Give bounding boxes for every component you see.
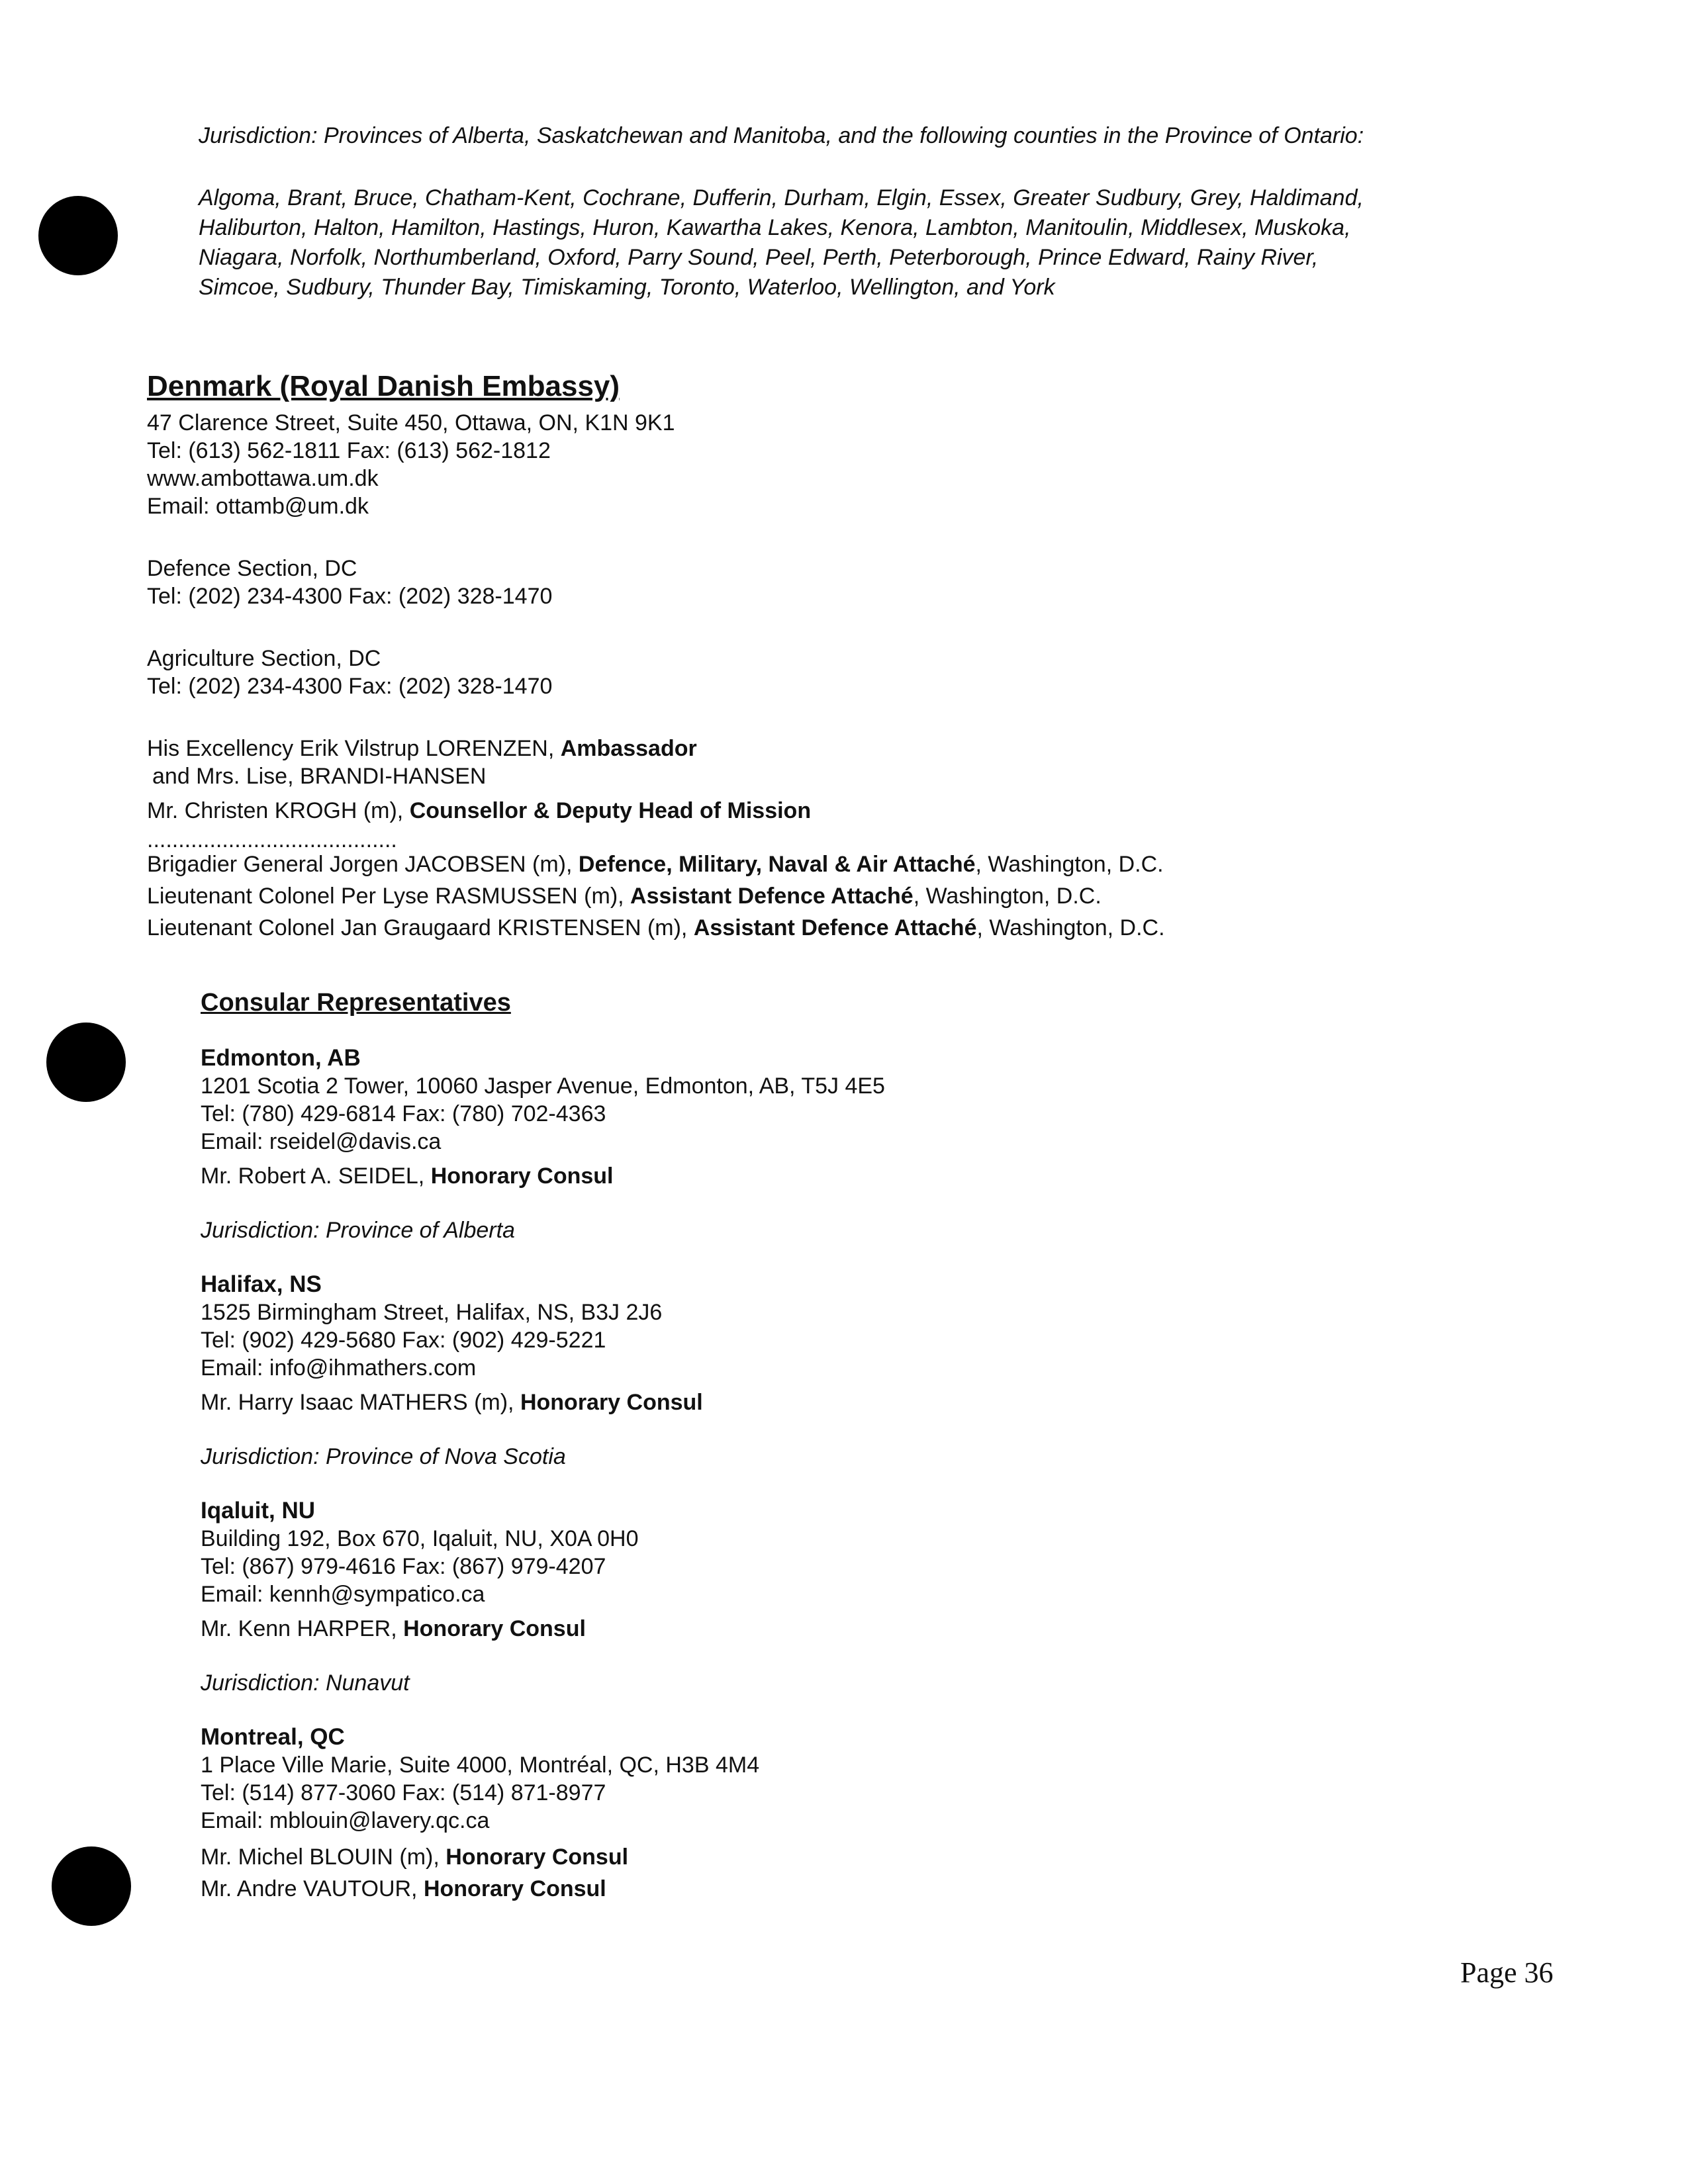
office-city: Halifax, NS bbox=[201, 1271, 322, 1297]
counties-line: Haliburton, Halton, Hamilton, Hastings, Huron, Kawartha Lakes, Kenora, Lambton, Manitoulin, Middlesex, Muskoka, bbox=[199, 215, 1351, 240]
ambassador-line: His Excellency Erik Vilstrup LORENZEN, Ambassador bbox=[147, 736, 697, 761]
counties-line: Niagara, Norfolk, Northumberland, Oxford, Parry Sound, Peel, Perth, Peterborough, Prince Edward, Rainy River, bbox=[199, 245, 1319, 270]
consular-office bbox=[201, 1271, 1458, 1497]
counties-line: Algoma, Brant, Bruce, Chatham-Kent, Cochrane, Dufferin, Durham, Elgin, Essex, Greater Sudbury, Grey, Haldimand, bbox=[199, 185, 1364, 210]
office-representative: Mr. Michel BLOUIN (m), Honorary Consul bbox=[201, 1844, 629, 1870]
office-phone: Tel: (514) 877-3060 Fax: (514) 871-8977 bbox=[201, 1780, 606, 1805]
office-representative: Mr. Andre VAUTOUR, Honorary Consul bbox=[201, 1876, 606, 1901]
office-jurisdiction: Jurisdiction: Province of Alberta bbox=[201, 1218, 515, 1243]
agriculture-section-phone: Tel: (202) 234-4300 Fax: (202) 328-1470 bbox=[147, 674, 553, 699]
attache-line: Lieutenant Colonel Per Lyse RASMUSSEN (m), Assistant Defence Attaché, Washington, D.C. bbox=[147, 884, 1102, 909]
office-representative: Mr. Robert A. SEIDEL, Honorary Consul bbox=[201, 1163, 614, 1189]
office-representative: Mr. Kenn HARPER, Honorary Consul bbox=[201, 1616, 586, 1641]
punch-hole-middle bbox=[46, 1023, 126, 1102]
office-representative: Mr. Harry Isaac MATHERS (m), Honorary Consul bbox=[201, 1390, 703, 1415]
top-jurisdiction: Jurisdiction: Provinces of Alberta, Saskatchewan and Manitoba, and the following counties in the Province of Ontario: bbox=[199, 123, 1364, 148]
office-phone: Tel: (902) 429-5680 Fax: (902) 429-5221 bbox=[201, 1328, 606, 1353]
attache-line: Brigadier General Jorgen JACOBSEN (m), Defence, Military, Naval & Air Attaché, Washington, D.C. bbox=[147, 852, 1164, 877]
office-email: Email: kennh@sympatico.ca bbox=[201, 1582, 485, 1607]
attache-line: Lieutenant Colonel Jan Graugaard KRISTENSEN (m), Assistant Defence Attaché, Washington, D.C. bbox=[147, 915, 1165, 940]
consular-office bbox=[201, 1044, 1458, 1271]
counsellor-title: Counsellor & Deputy Head of Mission bbox=[409, 798, 812, 823]
defence-section-phone: Tel: (202) 234-4300 Fax: (202) 328-1470 bbox=[147, 584, 553, 609]
counties-line: Simcoe, Sudbury, Thunder Bay, Timiskaming, Toronto, Waterloo, Wellington, and York bbox=[199, 275, 1055, 300]
office-jurisdiction: Jurisdiction: Province of Nova Scotia bbox=[201, 1444, 566, 1469]
punch-hole-bottom bbox=[52, 1846, 131, 1926]
office-email: Email: info@ihmathers.com bbox=[201, 1355, 477, 1381]
embassy-email: Email: ottamb@um.dk bbox=[147, 494, 369, 519]
consular-heading: Consular Representatives bbox=[201, 989, 511, 1017]
ambassador-title: Ambassador bbox=[560, 736, 697, 761]
defence-section-label: Defence Section, DC bbox=[147, 556, 357, 581]
spouse-line: and Mrs. Lise, BRANDI-HANSEN bbox=[152, 764, 487, 789]
agriculture-section-label: Agriculture Section, DC bbox=[147, 646, 381, 671]
punch-hole-top bbox=[38, 196, 118, 275]
embassy-address: 47 Clarence Street, Suite 450, Ottawa, ON, K1N 9K1 bbox=[147, 410, 675, 435]
embassy-heading: Denmark (Royal Danish Embassy) bbox=[147, 370, 620, 402]
consular-office bbox=[201, 1497, 1458, 1723]
office-jurisdiction: Jurisdiction: Nunavut bbox=[201, 1670, 410, 1696]
consular-office bbox=[201, 1723, 1458, 1905]
office-phone: Tel: (780) 429-6814 Fax: (780) 702-4363 bbox=[201, 1101, 606, 1126]
office-address: Building 192, Box 670, Iqaluit, NU, X0A 0H0 bbox=[201, 1526, 639, 1551]
office-city: Iqaluit, NU bbox=[201, 1498, 316, 1524]
embassy-phone: Tel: (613) 562-1811 Fax: (613) 562-1812 bbox=[147, 438, 551, 463]
office-address: 1201 Scotia 2 Tower, 10060 Jasper Avenue, Edmonton, AB, T5J 4E5 bbox=[201, 1073, 885, 1099]
office-city: Montreal, QC bbox=[201, 1724, 345, 1750]
office-city: Edmonton, AB bbox=[201, 1045, 361, 1071]
embassy-website: www.ambottawa.um.dk bbox=[147, 466, 379, 491]
consular-section bbox=[201, 987, 1458, 1905]
separator-dots: ........................................ bbox=[147, 827, 397, 852]
embassy-section bbox=[147, 369, 1471, 944]
office-address: 1 Place Ville Marie, Suite 4000, Montréal, QC, H3B 4M4 bbox=[201, 1752, 760, 1778]
office-address: 1525 Birmingham Street, Halifax, NS, B3J 2J6 bbox=[201, 1300, 663, 1325]
counties-list bbox=[199, 183, 1496, 302]
office-email: Email: mblouin@lavery.qc.ca bbox=[201, 1808, 490, 1833]
office-phone: Tel: (867) 979-4616 Fax: (867) 979-4207 bbox=[201, 1554, 606, 1579]
page-number: Page 36 bbox=[1460, 1956, 1554, 1989]
counsellor-line: Mr. Christen KROGH (m), Counsellor & Deputy Head of Mission bbox=[147, 798, 812, 823]
office-email: Email: rseidel@davis.ca bbox=[201, 1129, 442, 1154]
